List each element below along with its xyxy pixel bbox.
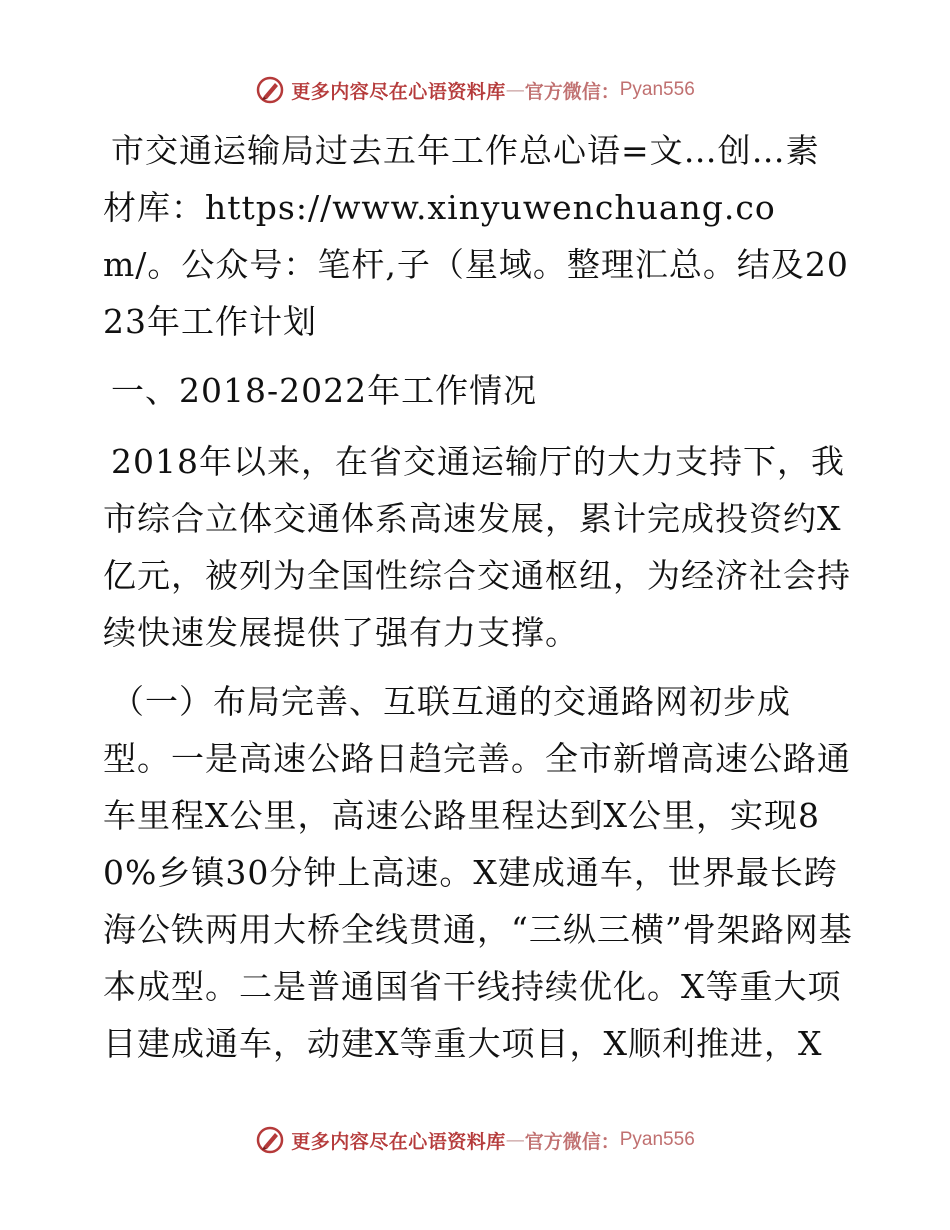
document-body <box>103 122 853 1084</box>
watermark-dash: — <box>505 1129 525 1151</box>
watermark-footer <box>0 1120 950 1160</box>
pen-logo-icon <box>255 1125 285 1155</box>
watermark-text: 更多内容尽在心语资料库 <box>291 80 506 103</box>
title-paragraph: 市交通运输局过去五年工作总心语=文…创…素材库：https://www.xinyuwenchuang.com/。公众号：笔杆,子（星域。整理汇总。结及2023年工作计划 <box>103 131 849 341</box>
watermark-wechat-id: Pyan556 <box>619 79 695 100</box>
pen-logo-icon <box>255 75 285 105</box>
watermark-wechat-id: Pyan556 <box>619 1129 695 1150</box>
watermark-text: 更多内容尽在心语资料库 <box>291 1130 506 1153</box>
intro-paragraph: 2018年以来，在省交通运输厅的大力支持下，我市综合立体交通体系高速发展，累计完成投资约X亿元，被列为全国性综合交通枢纽，为经济社会持续快速发展提供了强有力支撑。 <box>103 442 851 652</box>
watermark-dash: — <box>505 79 525 101</box>
subsection-paragraph: （一）布局完善、互联互通的交通路网初步成型。一是高速公路日趋完善。全市新增高速公路通车里程X公里，高速公路里程达到X公里，实现80%乡镇30分钟上高速。X建成通车，世界最长跨海公铁两用大桥全线贯通，“三纵三横”骨架路网基本成型。二是普通国省干线持续优化。X等重大项目建成通车，动建X等重大项目，X顺利推进，X <box>103 682 853 1063</box>
watermark-official-label: 官方微信： <box>524 80 620 103</box>
section-heading: 一、2018-2022年工作情况 <box>111 371 538 410</box>
watermark-header <box>0 70 950 110</box>
watermark-official-label: 官方微信： <box>524 1130 620 1153</box>
